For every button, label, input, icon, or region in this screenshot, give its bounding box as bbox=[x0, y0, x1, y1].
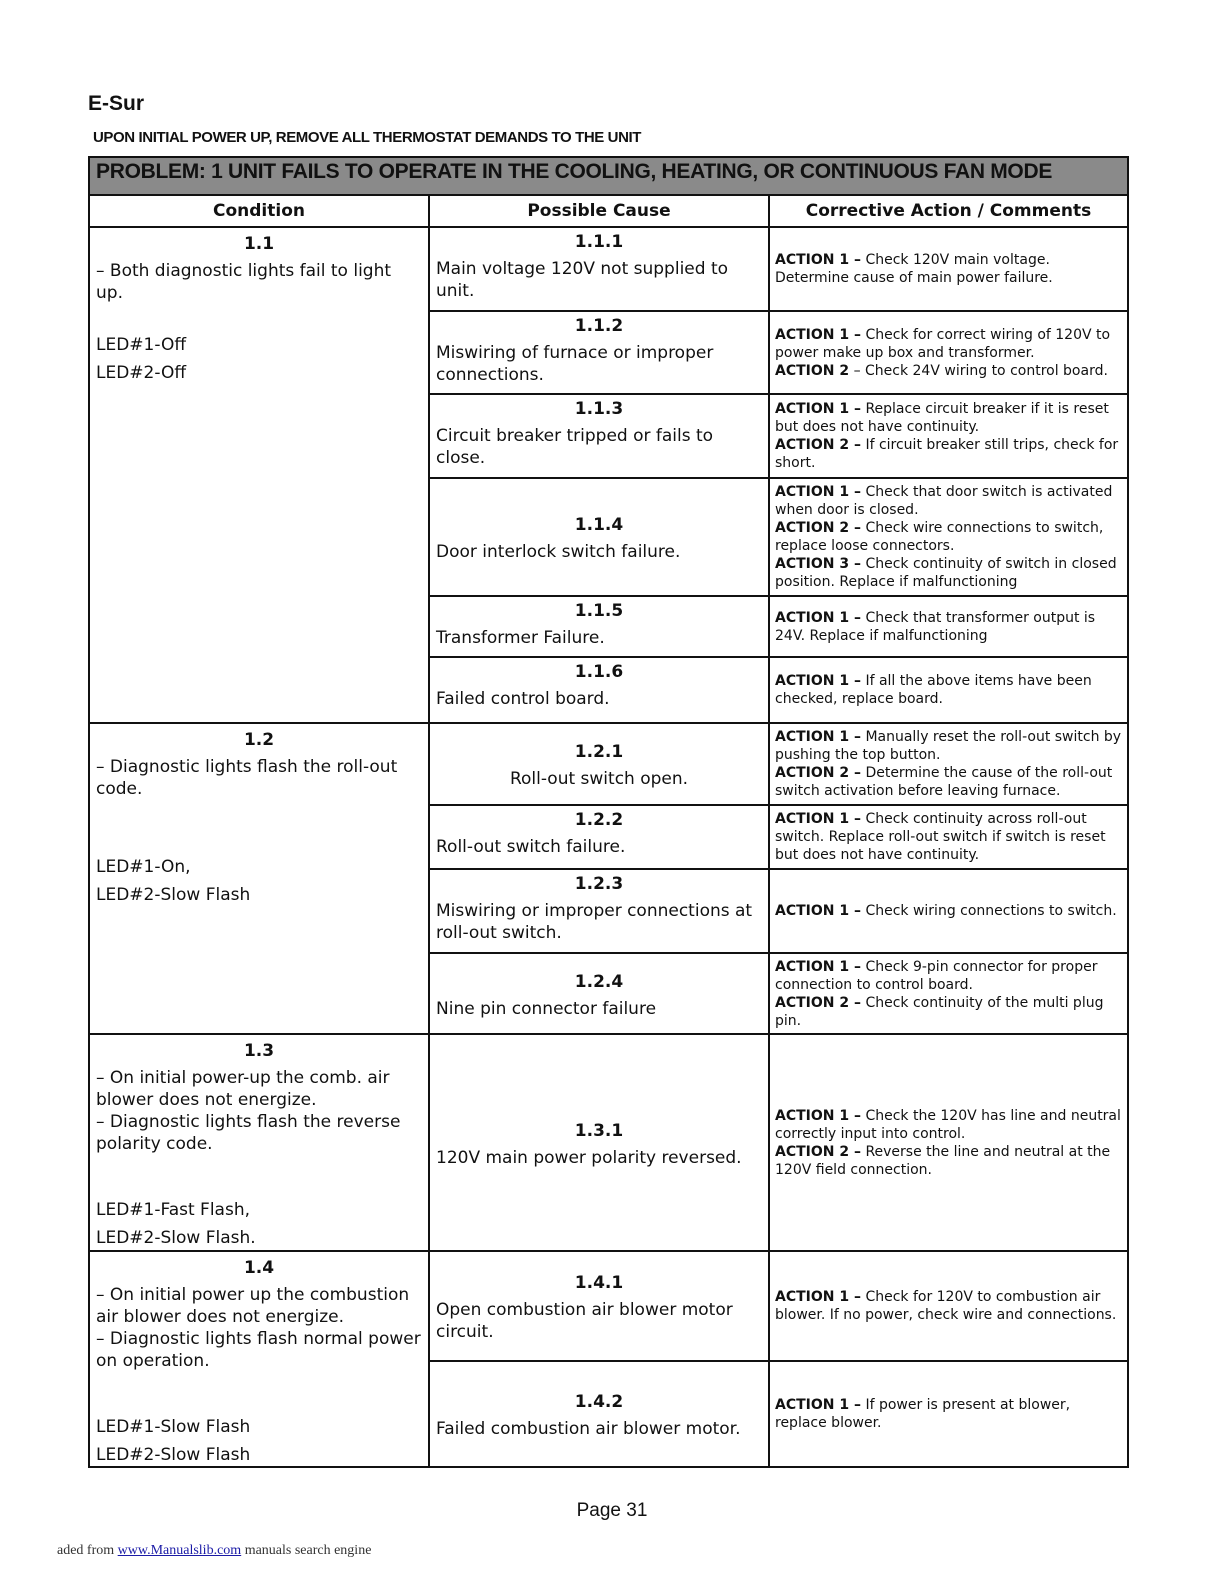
action-label: ACTION 2 – bbox=[775, 520, 861, 536]
action-cell bbox=[769, 657, 1128, 723]
cause-text: Failed control board. bbox=[436, 689, 610, 709]
action-label: ACTION 2 – bbox=[775, 437, 861, 453]
page-number: Page 31 bbox=[576, 1500, 648, 1521]
action-label: ACTION 1 – bbox=[775, 903, 861, 919]
cause-number: 1.1.5 bbox=[574, 601, 624, 621]
condition-text: – On initial power up the combustion air blower does not energize. bbox=[96, 1285, 410, 1327]
action-text: Check for correct wiring of 120V to power make up box and transformer. bbox=[775, 326, 1111, 361]
condition-cell bbox=[89, 1034, 429, 1251]
footer-prefix: aded from bbox=[57, 1543, 115, 1558]
action-text: Manually reset the roll-out switch by pushing the top button. bbox=[775, 729, 1122, 763]
action-text: Check that transformer output is 24V. Replace if malfunctioning bbox=[775, 609, 1096, 644]
action-text: Check wiring connections to switch. bbox=[865, 903, 1117, 919]
cause-cell bbox=[429, 805, 769, 869]
action-label: ACTION 1 – bbox=[775, 673, 861, 689]
condition-text: – Both diagnostic lights fail to light up. bbox=[96, 261, 392, 303]
condition-text-2: – Diagnostic lights flash normal power on operation. bbox=[96, 1329, 421, 1371]
cause-text: Open combustion air blower motor circuit. bbox=[436, 1299, 733, 1342]
action-cell bbox=[769, 1251, 1128, 1361]
cause-number: 1.1.4 bbox=[574, 515, 624, 535]
action-label: ACTION 1 – bbox=[775, 729, 861, 745]
cause-number: 1.2.2 bbox=[574, 810, 624, 830]
column-header-condition: Condition bbox=[89, 195, 429, 227]
action-text: Determine the cause of the roll-out switch activation before leaving furnace. bbox=[775, 765, 1113, 799]
cause-text: Main voltage 120V not supplied to unit. bbox=[436, 259, 729, 301]
action-text: Check the 120V has line and neutral correctly input into control. bbox=[775, 1107, 1121, 1142]
action-label: ACTION 1 – bbox=[775, 401, 861, 417]
action-text: Check that door switch is activated when door is closed. bbox=[775, 484, 1113, 518]
cause-number: 1.1.2 bbox=[574, 316, 624, 336]
cause-cell bbox=[429, 478, 769, 596]
action-cell bbox=[769, 723, 1128, 805]
cause-text: Roll-out switch failure. bbox=[436, 837, 626, 857]
condition-text: – On initial power-up the comb. air blower does not energize. bbox=[96, 1068, 390, 1110]
led1-state: LED#1-On, bbox=[96, 857, 191, 877]
action-text: Check wire connections to switch, replace loose connectors. bbox=[775, 520, 1104, 554]
action-label: ACTION 1 – bbox=[775, 609, 861, 626]
action-cell bbox=[769, 805, 1128, 869]
cause-text: 120V main power polarity reversed. bbox=[436, 1147, 742, 1168]
cause-text: Transformer Failure. bbox=[436, 628, 605, 648]
action-cell bbox=[769, 953, 1128, 1034]
action-text: Replace circuit breaker if it is reset but does not have continuity. bbox=[775, 401, 1109, 435]
cause-cell bbox=[429, 1251, 769, 1361]
cause-number: 1.4.1 bbox=[574, 1272, 624, 1293]
cause-cell bbox=[429, 657, 769, 723]
condition-number: 1.1 bbox=[243, 234, 275, 254]
action-label: ACTION 2 – bbox=[775, 994, 861, 1011]
action-cell bbox=[769, 869, 1128, 953]
problem-heading: PROBLEM: 1 UNIT FAILS TO OPERATE IN THE COOLING, HEATING, OR CONTINUOUS FAN MODE bbox=[89, 157, 1128, 195]
led1-state: LED#1-Off bbox=[96, 335, 187, 355]
action-text: If power is present at blower, replace blower. bbox=[775, 1396, 1071, 1431]
led2-state: LED#2-Slow Flash bbox=[96, 885, 251, 905]
brand-title: E-Sur bbox=[88, 92, 145, 115]
action-text: Check continuity of the multi plug pin. bbox=[775, 994, 1104, 1029]
cause-cell bbox=[429, 869, 769, 953]
action-label: ACTION 1 – bbox=[775, 484, 861, 500]
action-text: – Check 24V wiring to control board. bbox=[853, 362, 1108, 379]
cause-number: 1.1.6 bbox=[574, 662, 624, 682]
action-text: Check for 120V to combustion air blower. If no power, check wire and connections. bbox=[775, 1288, 1117, 1323]
cause-number: 1.2.3 bbox=[574, 874, 624, 894]
action-label: ACTION 1 – bbox=[775, 1107, 861, 1124]
cause-number: 1.4.2 bbox=[574, 1391, 624, 1412]
action-cell bbox=[769, 1361, 1128, 1468]
cause-number: 1.2.4 bbox=[574, 971, 624, 992]
action-text: Check 120V main voltage. Determine cause of main power failure. bbox=[775, 252, 1053, 286]
condition-text: – Diagnostic lights flash the roll-out code. bbox=[96, 757, 398, 799]
manualslib-link[interactable]: www.Manualslib.com bbox=[117, 1543, 242, 1558]
action-cell bbox=[769, 596, 1128, 657]
action-cell bbox=[769, 1034, 1128, 1251]
cause-number: 1.1.3 bbox=[574, 399, 624, 419]
cause-text: Nine pin connector failure bbox=[436, 998, 657, 1019]
action-text: Check continuity across roll-out switch. Replace roll-out switch if switch is reset but does not have continuity. bbox=[775, 811, 1106, 863]
action-cell bbox=[769, 311, 1128, 394]
condition-number: 1.2 bbox=[243, 730, 275, 750]
column-header-action: Corrective Action / Comments bbox=[769, 195, 1128, 227]
led2-state: LED#2-Slow Flash. bbox=[96, 1228, 256, 1248]
action-label: ACTION 2 bbox=[775, 362, 850, 379]
column-header-cause: Possible Cause bbox=[429, 195, 769, 227]
action-label: ACTION 1 – bbox=[775, 958, 861, 975]
action-text: Check 9-pin connector for proper connection to control board. bbox=[775, 958, 1098, 993]
action-label: ACTION 1 – bbox=[775, 326, 861, 343]
cause-cell bbox=[429, 227, 769, 311]
cause-text: Door interlock switch failure. bbox=[436, 542, 681, 562]
cause-cell bbox=[429, 596, 769, 657]
led1-state: LED#1-Fast Flash, bbox=[96, 1200, 251, 1220]
action-label: ACTION 1 – bbox=[775, 811, 861, 827]
cause-text: Circuit breaker tripped or fails to close. bbox=[436, 426, 714, 468]
cause-cell bbox=[429, 953, 769, 1034]
led1-state: LED#1-Slow Flash bbox=[96, 1417, 251, 1437]
action-text: Check continuity of switch in closed position. Replace if malfunctioning bbox=[775, 556, 1117, 590]
action-label: ACTION 2 – bbox=[775, 765, 861, 781]
cause-cell bbox=[429, 723, 769, 805]
action-text: If circuit breaker still trips, check for short. bbox=[775, 437, 1119, 471]
condition-cell bbox=[89, 227, 429, 723]
cause-text: Miswiring or improper connections at roll-out switch. bbox=[436, 901, 753, 943]
cause-number: 1.3.1 bbox=[574, 1120, 624, 1141]
troubleshooting-table bbox=[88, 156, 1129, 1468]
condition-cell bbox=[89, 723, 429, 1034]
action-label: ACTION 1 – bbox=[775, 252, 861, 268]
condition-number: 1.4 bbox=[243, 1258, 275, 1278]
action-cell bbox=[769, 394, 1128, 478]
cause-cell bbox=[429, 311, 769, 394]
action-text: Reverse the line and neutral at the 120V field connection. bbox=[775, 1143, 1111, 1178]
cause-cell bbox=[429, 1361, 769, 1468]
condition-cell bbox=[89, 1251, 429, 1467]
action-label: ACTION 1 – bbox=[775, 1288, 861, 1305]
action-label: ACTION 2 – bbox=[775, 1143, 861, 1160]
cause-number: 1.2.1 bbox=[574, 742, 624, 762]
cause-text: Roll-out switch open. bbox=[509, 769, 689, 789]
condition-text-2: – Diagnostic lights flash the reverse polarity code. bbox=[96, 1112, 401, 1154]
action-label: ACTION 1 – bbox=[775, 1396, 861, 1413]
download-footer bbox=[57, 1543, 371, 1559]
led2-state: LED#2-Off bbox=[96, 363, 187, 383]
condition-number: 1.3 bbox=[243, 1041, 275, 1061]
cause-number: 1.1.1 bbox=[574, 232, 624, 252]
led2-state: LED#2-Slow Flash bbox=[96, 1445, 251, 1465]
action-cell bbox=[769, 227, 1128, 311]
action-label: ACTION 3 – bbox=[775, 556, 861, 572]
cause-text: Miswiring of furnace or improper connections. bbox=[436, 343, 714, 385]
cause-cell bbox=[429, 1034, 769, 1251]
power-up-notice: UPON INITIAL POWER UP, REMOVE ALL THERMOSTAT DEMANDS TO THE UNIT bbox=[93, 129, 642, 146]
cause-text: Failed combustion air blower motor. bbox=[436, 1418, 741, 1439]
cause-cell bbox=[429, 394, 769, 478]
action-text: If all the above items have been checked, replace board. bbox=[775, 673, 1092, 707]
footer-suffix: manuals search engine bbox=[244, 1543, 372, 1558]
action-cell bbox=[769, 478, 1128, 596]
